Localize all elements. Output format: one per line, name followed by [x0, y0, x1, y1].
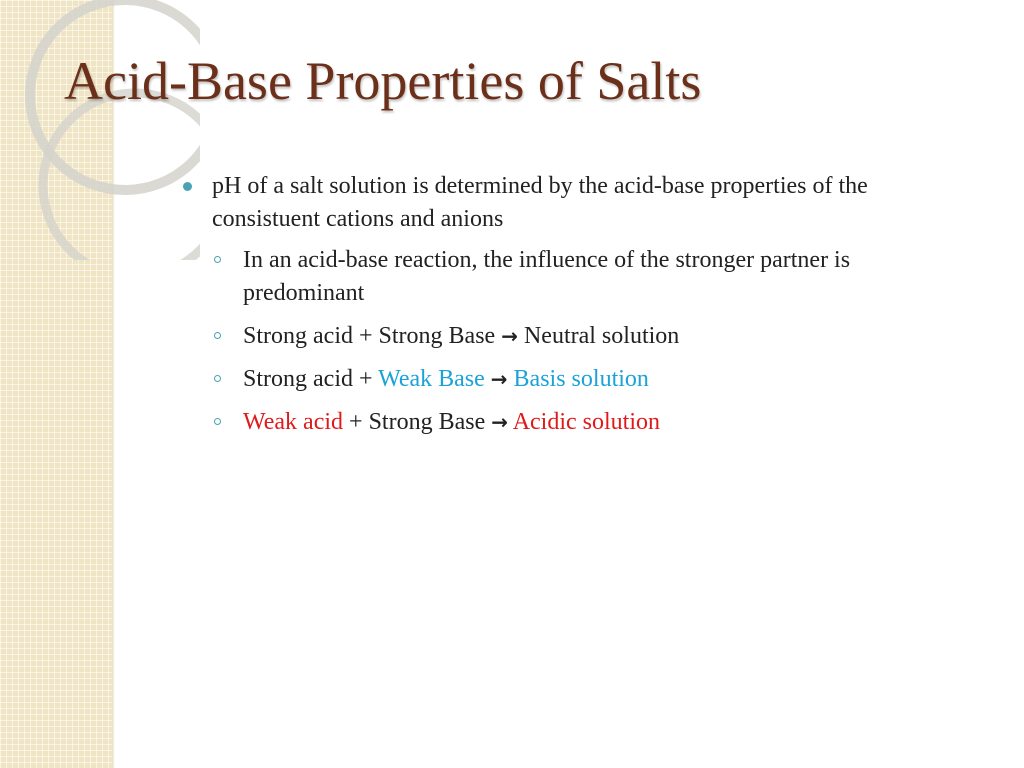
result-text: Basis solution	[513, 366, 649, 392]
reactant-base: Weak Base	[378, 366, 485, 392]
sub-bullet-item	[214, 406, 923, 439]
reactant-base: Strong Base	[368, 409, 486, 435]
plus-sign: +	[352, 366, 379, 392]
sub-bullet-item	[214, 320, 923, 353]
plus-sign: +	[352, 323, 379, 349]
sub-bullet-item	[214, 244, 923, 310]
reactant-acid: Strong acid	[243, 323, 353, 349]
bullet-dot-icon	[183, 182, 192, 191]
sub-bullet-ring-icon	[214, 332, 221, 339]
bullet-text: pH of a salt solution is determined by the acid-base properties of the consistuent cations and anions	[212, 173, 868, 232]
reactant-acid: Weak acid	[243, 409, 344, 435]
sub-bullet-text: In an acid-base reaction, the influence of the stronger partner is predominant	[243, 247, 851, 306]
right-arrow-icon: →	[491, 410, 508, 434]
sub-bullet-ring-icon	[214, 418, 221, 425]
result-text: Neutral solution	[523, 323, 680, 349]
right-arrow-icon: →	[501, 324, 518, 348]
plus-sign: +	[343, 409, 369, 435]
sub-bullet-ring-icon	[214, 256, 221, 263]
result-text: Acidic solution	[512, 409, 661, 435]
decorative-circles	[0, 0, 200, 260]
sub-bullet-ring-icon	[214, 375, 221, 382]
bullet-item	[183, 170, 923, 236]
right-arrow-icon: →	[490, 367, 508, 391]
slide-content	[183, 170, 923, 449]
sub-bullet-item	[214, 363, 923, 396]
reactant-base: Strong Base	[378, 323, 496, 349]
reactant-acid: Strong acid	[243, 366, 353, 392]
slide-title: Acid-Base Properties of Salts	[64, 51, 702, 111]
